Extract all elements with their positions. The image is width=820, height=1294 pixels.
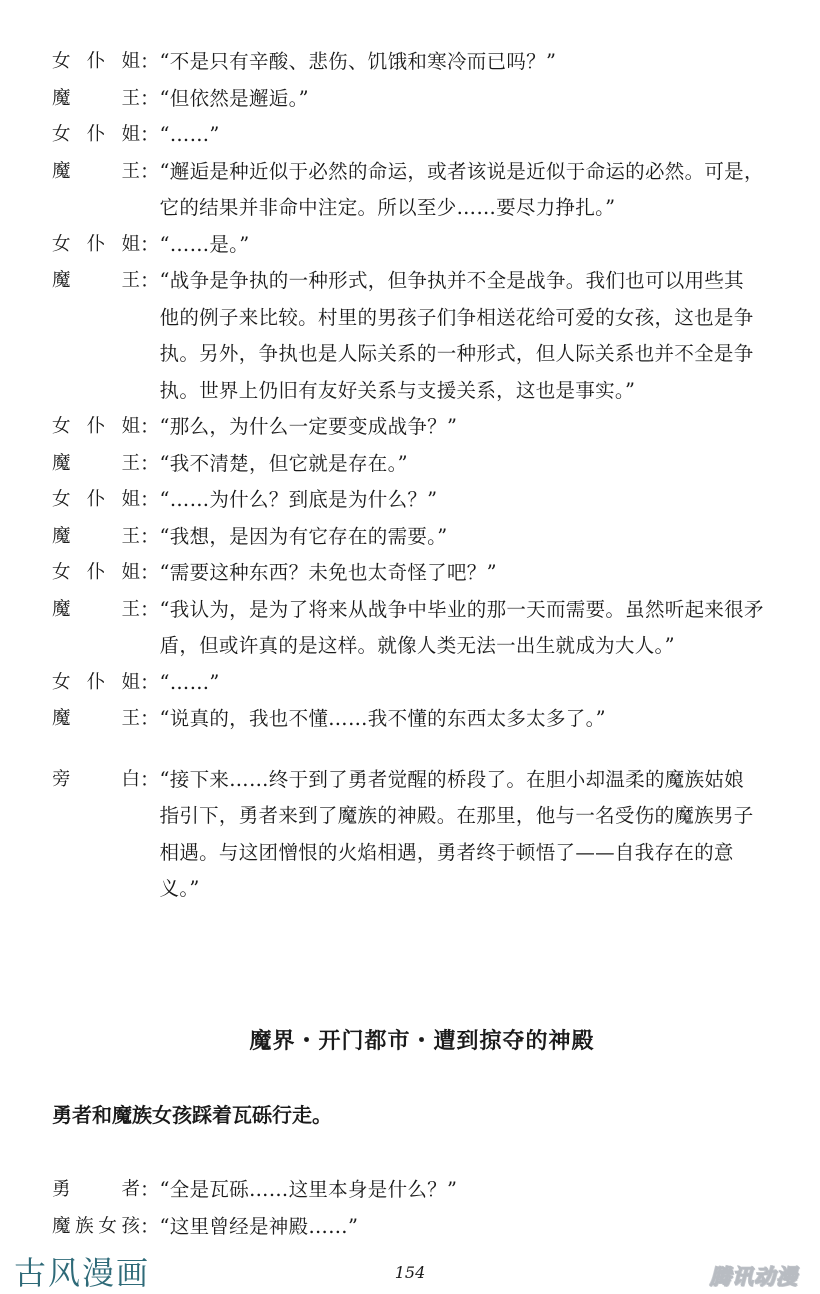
speaker-name: 魔王 (52, 160, 140, 182)
speech-line: “这里曾经是神殿……” (159, 1214, 359, 1238)
speaker-name: 旁白 (52, 768, 140, 790)
speech-line: 他的例子来比较。村里的男孩子们争相送花给可爱的女孩，这也是争 (159, 305, 754, 329)
speech-text (160, 154, 777, 227)
speech-line: “接下来……终于到了勇者觉醒的桥段了。在胆小却温柔的魔族姑娘 (159, 767, 744, 791)
dialogue-line (52, 519, 777, 556)
speech-line: “……是。” (159, 232, 250, 256)
speech-text (160, 482, 777, 519)
speech-text (160, 762, 777, 908)
watermark-right: 腾讯动漫 (710, 1265, 798, 1289)
speaker-colon: ： (140, 1178, 160, 1201)
speech-line: 执。另外，争执也是人际关系的一种形式，但人际关系也并不全是争 (159, 342, 754, 365)
speaker-name: 魔族女孩 (52, 1215, 140, 1237)
dialogue-line (52, 44, 777, 81)
speech-text (160, 1209, 777, 1246)
speaker-colon: ： (140, 707, 160, 730)
speaker-colon: ： (140, 670, 160, 694)
speech-line: 它的结果并非命中注定。所以至少……要尽力挣扎。” (159, 196, 616, 219)
speech-text (160, 44, 777, 81)
speech-text (160, 592, 777, 665)
speaker-colon: ： (140, 50, 160, 73)
speaker-colon: ： (140, 488, 160, 511)
page-number: 154 (394, 1263, 426, 1282)
dialogue-line (52, 592, 777, 665)
speaker-name: 魔王 (52, 598, 140, 620)
speaker-name: 魔王 (52, 87, 140, 109)
dialogue-line (52, 409, 777, 446)
speaker-name: 魔王 (52, 708, 140, 729)
speaker-colon: ： (140, 232, 160, 256)
speaker-colon: ： (140, 767, 160, 791)
speaker-name: 魔王 (52, 452, 140, 474)
speaker-name: 女仆姐 (52, 489, 140, 510)
speech-line: “战争是争执的一种形式，但争执并不全是战争。我们也可以用些其 (159, 269, 744, 292)
dialogue-line (52, 555, 777, 592)
dialogue-line (52, 482, 777, 519)
dialogue-line (52, 81, 777, 118)
dialogue-line (52, 227, 777, 264)
speech-line: “不是只有辛酸、悲伤、饥饿和寒冷而已吗？” (159, 50, 557, 73)
speech-line: “全是瓦砾……这里本身是什么？” (159, 1178, 458, 1201)
speaker-name: 女仆姐 (52, 51, 140, 72)
speaker-name: 勇者 (52, 1179, 140, 1200)
speaker-name: 女仆姐 (52, 562, 140, 583)
speech-line: “……为什么？到底是为什么？” (159, 488, 438, 511)
speech-text (160, 81, 777, 118)
speech-line: “邂逅是种近似于必然的命运，或者该说是近似于命运的必然。可是， (159, 159, 764, 183)
dialogue-line (52, 446, 777, 483)
paragraph-gap (52, 738, 777, 762)
speech-line: “……” (159, 123, 220, 146)
speech-line: “说真的，我也不懂……我不懂的东西太多太多了。” (159, 707, 606, 730)
speaker-name: 女仆姐 (52, 671, 140, 693)
speaker-colon: ： (140, 415, 160, 438)
speaker-name: 女仆姐 (52, 233, 140, 255)
speech-line: “那么，为什么一定要变成战争？” (159, 415, 458, 438)
speaker-colon: ： (140, 451, 160, 475)
section-title: 魔界・开门都市・遭到掠夺的神殿 (249, 1029, 595, 1054)
dialogue-line (52, 154, 777, 227)
speech-text (160, 227, 777, 264)
speech-line: 执。世界上仍旧有友好关系与支援关系，这也是事实。” (159, 378, 636, 402)
speech-text (160, 519, 777, 556)
dialogue-line (52, 263, 777, 409)
speaker-name: 魔王 (52, 270, 140, 291)
speech-line: 相遇。与这团憎恨的火焰相遇，勇者终于顿悟了——自我存在的意 (159, 840, 734, 864)
speech-line: 指引下，勇者来到了魔族的神殿。在那里，他与一名受伤的魔族男子 (159, 804, 754, 827)
speech-line: “需要这种东西？未免也太奇怪了吧？” (159, 561, 497, 584)
speech-text (160, 555, 777, 592)
speech-line: “但依然是邂逅。” (159, 86, 309, 110)
speech-line: “我想，是因为有它存在的需要。” (159, 524, 448, 548)
speaker-colon: ： (140, 86, 160, 110)
dialogue-line (52, 665, 777, 702)
stage-direction: 勇者和魔族女孩踩着瓦砾行走。 (52, 1103, 332, 1127)
speech-line: “……” (159, 670, 220, 694)
speaker-name: 女仆姐 (52, 124, 140, 145)
speech-line: 义。” (159, 877, 200, 900)
speaker-colon: ： (140, 123, 160, 146)
speaker-colon: ： (140, 159, 160, 183)
speaker-colon: ： (140, 269, 160, 292)
speaker-name: 女仆姐 (52, 416, 140, 437)
speaker-colon: ： (140, 597, 160, 621)
dialogue-block-2 (52, 1172, 777, 1245)
speech-line: 盾，但或许真的是这样。就像人类无法一出生就成为大人。” (159, 634, 675, 657)
speech-line: “我不清楚，但它就是存在。” (159, 451, 408, 475)
dialogue-line (52, 1209, 777, 1246)
speech-text (160, 409, 777, 446)
speech-text (160, 263, 777, 409)
dialogue-line (52, 1172, 777, 1209)
speaker-colon: ： (140, 524, 160, 548)
speaker-colon: ： (140, 561, 160, 584)
speech-text (160, 665, 777, 702)
speech-text (160, 1172, 777, 1209)
speech-text (160, 117, 777, 154)
speaker-colon: ： (140, 1214, 160, 1238)
speech-line: “我认为，是为了将来从战争中毕业的那一天而需要。虽然听起来很矛 (159, 597, 764, 621)
watermark-left: 古风漫画 (14, 1254, 151, 1292)
dialogue-line (52, 762, 777, 908)
speaker-name: 魔王 (52, 525, 140, 547)
dialogue-line (52, 701, 777, 738)
speech-text (160, 701, 777, 738)
dialogue-block (52, 44, 777, 908)
speech-text (160, 446, 777, 483)
dialogue-line (52, 117, 777, 154)
